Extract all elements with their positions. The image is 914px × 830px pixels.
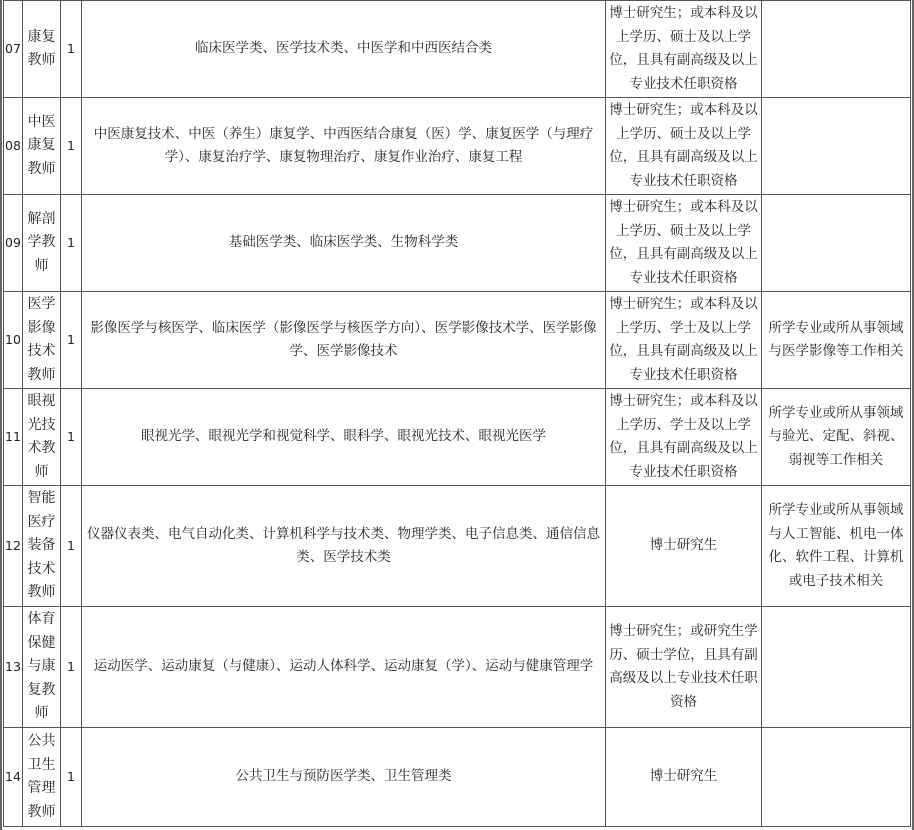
headcount: 1	[61, 98, 82, 195]
row-number: 07	[4, 1, 23, 98]
headcount: 1	[61, 389, 82, 486]
education-requirement: 博士研究生；或本科及以上学历、学士及以上学位，且具有副高级及以上专业技术任职资格	[606, 389, 762, 486]
major-requirement: 中医康复技术、中医（养生）康复学、中西医结合康复（医）学、康复医学（与理疗学）、康复治疗学、康复物理治疗、康复作业治疗、康复工程	[82, 98, 606, 195]
headcount: 1	[61, 607, 82, 728]
other-requirement	[762, 728, 911, 827]
headcount: 1	[61, 728, 82, 827]
other-requirement	[762, 195, 911, 292]
row-number: 10	[4, 292, 23, 389]
post-name: 中医康复教师	[23, 98, 61, 195]
post-name: 医学影像技术教师	[23, 292, 61, 389]
row-number: 09	[4, 195, 23, 292]
post-name: 公共卫生管理教师	[23, 728, 61, 827]
other-requirement: 所学专业或所从事领域与验光、定配、斜视、弱视等工作相关	[762, 389, 911, 486]
other-requirement: 所学专业或所从事领域与人工智能、机电一体化、软件工程、计算机或电子技术相关	[762, 486, 911, 607]
post-name: 眼视光技术教师	[23, 389, 61, 486]
education-requirement: 博士研究生；或研究生学历、硕士学位，且具有副高级及以上专业技术任职资格	[606, 607, 762, 728]
major-requirement: 影像医学与核医学、临床医学（影像医学与核医学方向）、医学影像技术学、医学影像学、医学影像技术	[82, 292, 606, 389]
education-requirement: 博士研究生	[606, 486, 762, 607]
headcount: 1	[61, 292, 82, 389]
education-requirement: 博士研究生；或本科及以上学历、学士及以上学位，且具有副高级及以上专业技术任职资格	[606, 292, 762, 389]
post-name: 智能医疗装备技术教师	[23, 486, 61, 607]
headcount: 1	[61, 486, 82, 607]
table-row	[4, 728, 911, 827]
major-requirement: 基础医学类、临床医学类、生物科学类	[82, 195, 606, 292]
row-number: 12	[4, 486, 23, 607]
table-row	[4, 607, 911, 728]
education-requirement: 博士研究生；或本科及以上学历、硕士及以上学位，且具有副高级及以上专业技术任职资格	[606, 195, 762, 292]
row-number: 13	[4, 607, 23, 728]
major-requirement: 临床医学类、医学技术类、中医学和中西医结合类	[82, 1, 606, 98]
education-requirement: 博士研究生；或本科及以上学历、硕士及以上学位，且具有副高级及以上专业技术任职资格	[606, 1, 762, 98]
post-name: 解剖学教师	[23, 195, 61, 292]
other-requirement	[762, 98, 911, 195]
table-row	[4, 389, 911, 486]
major-requirement: 运动医学、运动康复（与健康）、运动人体科学、运动康复（学）、运动与健康管理学	[82, 607, 606, 728]
education-requirement: 博士研究生；或本科及以上学历、硕士及以上学位，且具有副高级及以上专业技术任职资格	[606, 98, 762, 195]
post-name: 康复教师	[23, 1, 61, 98]
row-number: 08	[4, 98, 23, 195]
major-requirement: 公共卫生与预防医学类、卫生管理类	[82, 728, 606, 827]
left-edge	[0, 0, 2, 830]
other-requirement	[762, 607, 911, 728]
headcount: 1	[61, 1, 82, 98]
major-requirement: 仪器仪表类、电气自动化类、计算机科学与技术类、物理学类、电子信息类、通信信息类、医学技术类	[82, 486, 606, 607]
table-row	[4, 195, 911, 292]
other-requirement: 所学专业或所从事领域与医学影像等工作相关	[762, 292, 911, 389]
job-positions-table	[3, 0, 911, 827]
post-name: 体育保健与康复教师	[23, 607, 61, 728]
row-number: 14	[4, 728, 23, 827]
row-number: 11	[4, 389, 23, 486]
education-requirement: 博士研究生	[606, 728, 762, 827]
table-row	[4, 486, 911, 607]
headcount: 1	[61, 195, 82, 292]
major-requirement: 眼视光学、眼视光学和视觉科学、眼科学、眼视光技术、眼视光医学	[82, 389, 606, 486]
table-row	[4, 292, 911, 389]
table-row	[4, 1, 911, 98]
table-row	[4, 98, 911, 195]
other-requirement	[762, 1, 911, 98]
